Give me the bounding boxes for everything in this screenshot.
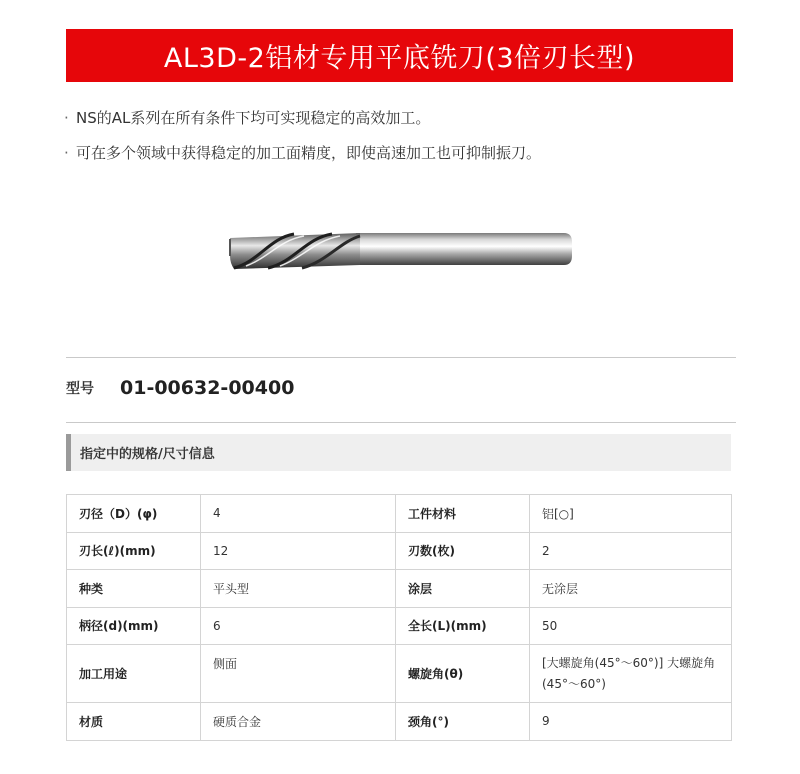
table-row bbox=[67, 703, 732, 741]
spec-value: 无涂层 bbox=[530, 570, 732, 608]
divider bbox=[66, 357, 736, 358]
feature-item bbox=[64, 140, 744, 175]
spec-key: 种类 bbox=[67, 570, 201, 608]
spec-key: 颈角(°) bbox=[396, 703, 530, 741]
bullet-dot: · bbox=[64, 109, 69, 127]
spec-key: 柄径(d)(mm) bbox=[67, 607, 201, 645]
divider bbox=[66, 422, 736, 423]
spec-value: 硬质合金 bbox=[201, 703, 396, 741]
table-row bbox=[67, 607, 732, 645]
spec-value: 平头型 bbox=[201, 570, 396, 608]
spec-key: 刃径（D）(φ) bbox=[67, 495, 201, 533]
feature-list bbox=[64, 105, 744, 175]
spec-key: 刃数(枚) bbox=[396, 532, 530, 570]
spec-value: 50 bbox=[530, 607, 732, 645]
spec-value: 2 bbox=[530, 532, 732, 570]
table-row bbox=[67, 495, 732, 533]
spec-value: 12 bbox=[201, 532, 396, 570]
spec-section-title: 指定中的规格/尺寸信息 bbox=[80, 447, 215, 462]
spec-key: 涂层 bbox=[396, 570, 530, 608]
spec-key: 全长(L)(mm) bbox=[396, 607, 530, 645]
spec-value: 6 bbox=[201, 607, 396, 645]
spec-value: [大螺旋角(45°～60°)] 大螺旋角(45°～60°) bbox=[530, 645, 732, 703]
spec-key: 刃长(ℓ)(mm) bbox=[67, 532, 201, 570]
spec-key: 工件材料 bbox=[396, 495, 530, 533]
spec-value: 铝[○] bbox=[530, 495, 732, 533]
spec-key: 材质 bbox=[67, 703, 201, 741]
spec-key: 螺旋角(θ) bbox=[396, 645, 530, 703]
table-row bbox=[67, 532, 732, 570]
model-label: 型号 bbox=[66, 381, 94, 397]
spec-value: 4 bbox=[201, 495, 396, 533]
spec-section-header bbox=[66, 434, 731, 471]
page-title: AL3D-2铝材专用平底铣刀(3倍刃长型) bbox=[163, 43, 636, 74]
spec-value: 9 bbox=[530, 703, 732, 741]
feature-item bbox=[64, 105, 744, 140]
model-number: 01-00632-00400 bbox=[120, 377, 295, 399]
spec-value: 侧面 bbox=[201, 645, 396, 703]
table-row bbox=[67, 570, 732, 608]
model-row bbox=[66, 373, 294, 403]
end-mill-tool-image bbox=[228, 222, 573, 274]
spec-table bbox=[66, 494, 732, 741]
table-row bbox=[67, 645, 732, 703]
page-title-banner bbox=[66, 29, 733, 82]
feature-text: NS的AL系列在所有条件下均可实现稳定的高效加工。 bbox=[76, 109, 431, 127]
spec-key: 加工用途 bbox=[67, 645, 201, 703]
feature-text: 可在多个领域中获得稳定的加工面精度，即使高速加工也可抑制振刀。 bbox=[76, 144, 542, 162]
bullet-dot: · bbox=[64, 144, 69, 162]
